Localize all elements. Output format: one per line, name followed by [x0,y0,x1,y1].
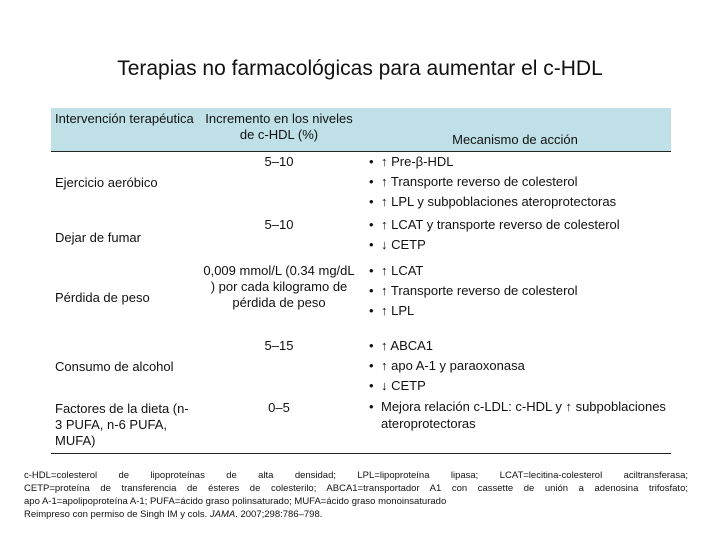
intervention-cell: Pérdida de peso [55,290,150,305]
header-increment: Incremento en los niveles de c-HDL (%) [199,108,359,152]
mechanism-item: • ↑ apo A-1 y paraoxonasa [369,356,667,376]
bullet: • [369,282,374,298]
mechanism-item: • ↑ LCAT y transporte reverso de colesterol [369,215,667,235]
mechanism-item: • ↓ CETP [369,235,667,255]
bullet: • [369,398,374,414]
bullet: • [369,236,374,252]
bullet: • [369,174,374,189]
mechanism-item: • ↑ LPL [369,301,667,321]
bullet: • [369,357,374,373]
bullet: • [369,302,374,318]
mechanism-cell [359,215,671,261]
increment-cell: 5–10 [264,216,294,232]
increment-cell: 5–10 [264,154,294,169]
table-row [51,398,671,454]
increment-cell: 5–15 [264,337,294,353]
table-row [51,215,671,261]
bullet: • [369,194,374,209]
mechanism-item: • ↑ Pre-β-HDL [369,152,667,172]
mechanism-item: • ↑ Transporte reverso de colesterol [369,281,667,301]
mechanism-cell [359,398,671,454]
citation: Reimpreso con permiso de Singh IM y cols. JAMA. 2007;298:786–798. [24,509,323,520]
bullet: • [369,337,374,353]
intervention-cell: Consumo de alcohol [55,358,174,374]
intervention-cell: Factores de la dieta (n-3 PUFA, n-6 PUFA, MUFA) [55,400,189,448]
mechanism-cell [359,152,671,215]
footnote-line: CETP=proteína de transferencia de ésteres de colesterilo; ABCA1=transportador A1 con cassette de unión a adenosina trifosfato; [24,483,688,494]
mechanism-item: • ↑ ABCA1 [369,336,667,356]
table-row [51,336,671,398]
footnote-line: apo A-1=apolipoproteína A-1; PUFA=ácido graso polinsaturado; MUFA=ácido graso monoinsaturado [24,496,447,507]
bullet: • [369,216,374,232]
increment-cell: 0,009 mmol/L (0.34 mg/dL ) por cada kilogramo de pérdida de peso [203,262,355,310]
mechanism-item: • ↓ CETP [369,376,667,396]
bullet: • [369,377,374,393]
mechanism-item: • ↑ LCAT [369,261,667,281]
header-mechanism: Mecanismo de acción [359,108,671,152]
footnote-line: c-HDL=colesterol de lipoproteínas de alta densidad; LPL=lipoproteína lipasa; LCAT=lecitina-colesterol aciltransferasa; [24,470,688,481]
mechanism-item: • Mejora relación c-LDL: c-HDL y ↑ subpoblaciones ateroprotectoras [369,398,666,431]
bullet: • [369,154,374,169]
table-row [51,261,671,336]
therapies-table [51,108,671,454]
table-row [51,152,671,215]
intervention-cell: Ejercicio aeróbico [55,175,158,191]
bullet: • [369,262,374,278]
intervention-cell: Dejar de fumar [55,229,141,245]
header-intervention: Intervención terapéutica [51,108,199,152]
journal-name: JAMA [209,509,236,520]
increment-cell: 0–5 [268,399,290,415]
mechanism-item: • ↑ Transporte reverso de colesterol [369,172,667,192]
mechanism-cell [359,336,671,398]
mechanism-cell [359,261,671,336]
footnotes [24,469,688,521]
table-header-row [51,108,671,152]
slide-title: Terapias no farmacológicas para aumentar el c-HDL [117,57,603,80]
mechanism-item: • ↑ LPL y subpoblaciones ateroprotectoras [369,192,667,212]
